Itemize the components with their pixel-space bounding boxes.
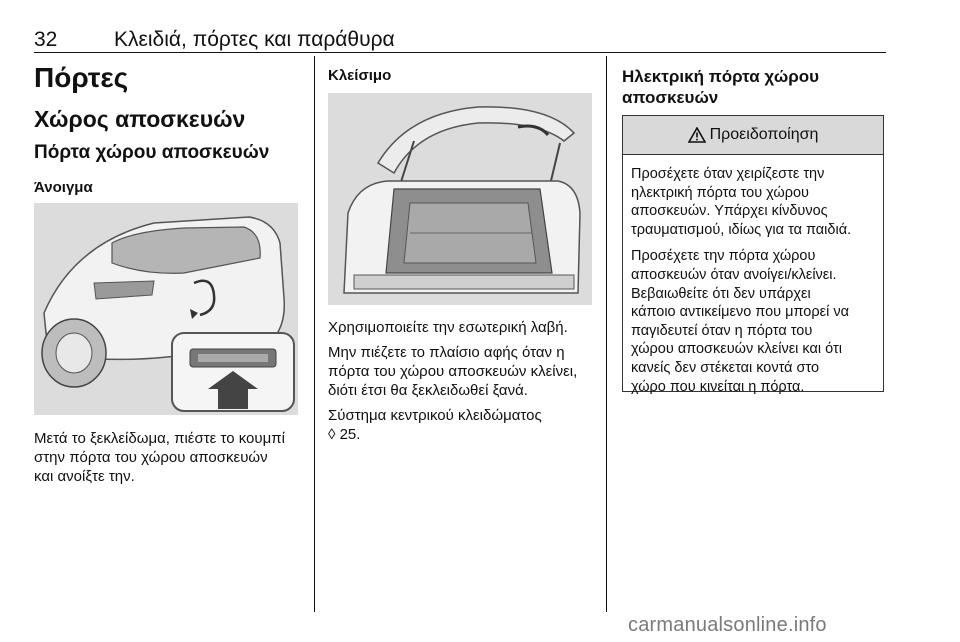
column-divider-1 — [314, 56, 315, 612]
warning-line: αποσκευών όταν ανοίγει/κλείνει. — [631, 266, 837, 283]
warning-box — [622, 115, 884, 395]
header-divider — [34, 52, 886, 53]
warning-line: αποσκευών. Υπάρχει κίνδυνος — [631, 203, 828, 220]
warning-line: χώρου αποσκευών κλείνει και ότι — [631, 341, 842, 358]
page-header — [34, 28, 886, 52]
warning-header — [623, 116, 883, 155]
warning-line: παγιδευτεί όταν η πόρτα του — [631, 322, 813, 339]
caption-line: Μετά το ξεκλείδωμα, πιέστε το κουμπί — [34, 430, 285, 447]
warning-title: Προειδοποίηση — [709, 126, 819, 143]
closing-text — [328, 318, 598, 444]
car-rear-illustration — [34, 203, 298, 415]
caption-line: στην πόρτα του χώρου αποσκευών — [34, 449, 268, 466]
power-tailgate-heading — [622, 66, 884, 108]
warning-line: ηλεκτρική πόρτα του χώρου — [631, 184, 809, 201]
tailgate-button-figure — [34, 203, 298, 415]
open-tailgate-figure — [328, 93, 592, 305]
subsection-heading: Πόρτα χώρου αποσκευών — [34, 142, 270, 163]
reference-page: 25. — [339, 426, 361, 443]
closing-label-wrap — [328, 66, 598, 86]
warning-line: τραυματισμού, ιδίως για τα παιδιά. — [631, 221, 852, 238]
section-heading: Χώρος αποσκευών — [34, 106, 246, 132]
heading-line: Ηλεκτρική πόρτα χώρου — [622, 67, 820, 86]
column-divider-2 — [606, 56, 607, 612]
page-reference[interactable] — [328, 425, 598, 444]
central-locking-ref: Σύστημα κεντρικού κλειδώματος — [328, 407, 542, 424]
warning-line: Βεβαιωθείτε ότι δεν υπάρχει — [631, 285, 811, 302]
warning-para-2 — [631, 247, 875, 396]
warning-para-1 — [631, 165, 875, 239]
closing-para-2-line: πόρτα του χώρου αποσκευών κλείνει, — [328, 363, 578, 380]
closing-label: Κλείσιμο — [328, 67, 392, 84]
section-heading-wrap — [34, 105, 304, 133]
warning-line: χώρο που κινείται η πόρτα. — [631, 378, 805, 395]
warning-line: Προσέχετε την πόρτα χώρου — [631, 248, 816, 265]
caption-line: και ανοίξτε την. — [34, 468, 135, 485]
warning-line: Προσέχετε όταν χειρίζεστε την — [631, 166, 825, 182]
chapter-title: Κλειδιά, πόρτες και παράθυρα — [114, 28, 395, 51]
opening-label: Άνοιγμα — [34, 179, 93, 196]
heading-line: αποσκευών — [622, 88, 719, 107]
warning-line: κανείς δεν στέκεται κοντά στο — [631, 359, 820, 376]
closing-para-2-line: Μην πιέζετε το πλαίσιο αφής όταν η — [328, 344, 565, 361]
reference-arrow-icon: ◊ — [328, 426, 336, 443]
closing-para-1: Χρησιμοποιείτε την εσωτερική λαβή. — [328, 319, 568, 336]
open-trunk-illustration — [328, 93, 592, 305]
page-title: Πόρτες — [34, 62, 129, 93]
opening-label-wrap — [34, 178, 304, 198]
warning-body — [623, 155, 883, 396]
closing-para-2-line: διότι έτσι θα ξεκλειδωθεί ξανά. — [328, 382, 528, 399]
watermark: carmanualsonline.info — [628, 614, 827, 636]
warning-line: κάποιο αντικείμενο που μπορεί να — [631, 304, 849, 321]
page-number: 32 — [34, 28, 58, 51]
opening-caption — [34, 429, 304, 486]
warning-triangle-icon — [688, 127, 706, 143]
subsection-heading-wrap — [34, 141, 304, 165]
left-column — [34, 62, 304, 94]
